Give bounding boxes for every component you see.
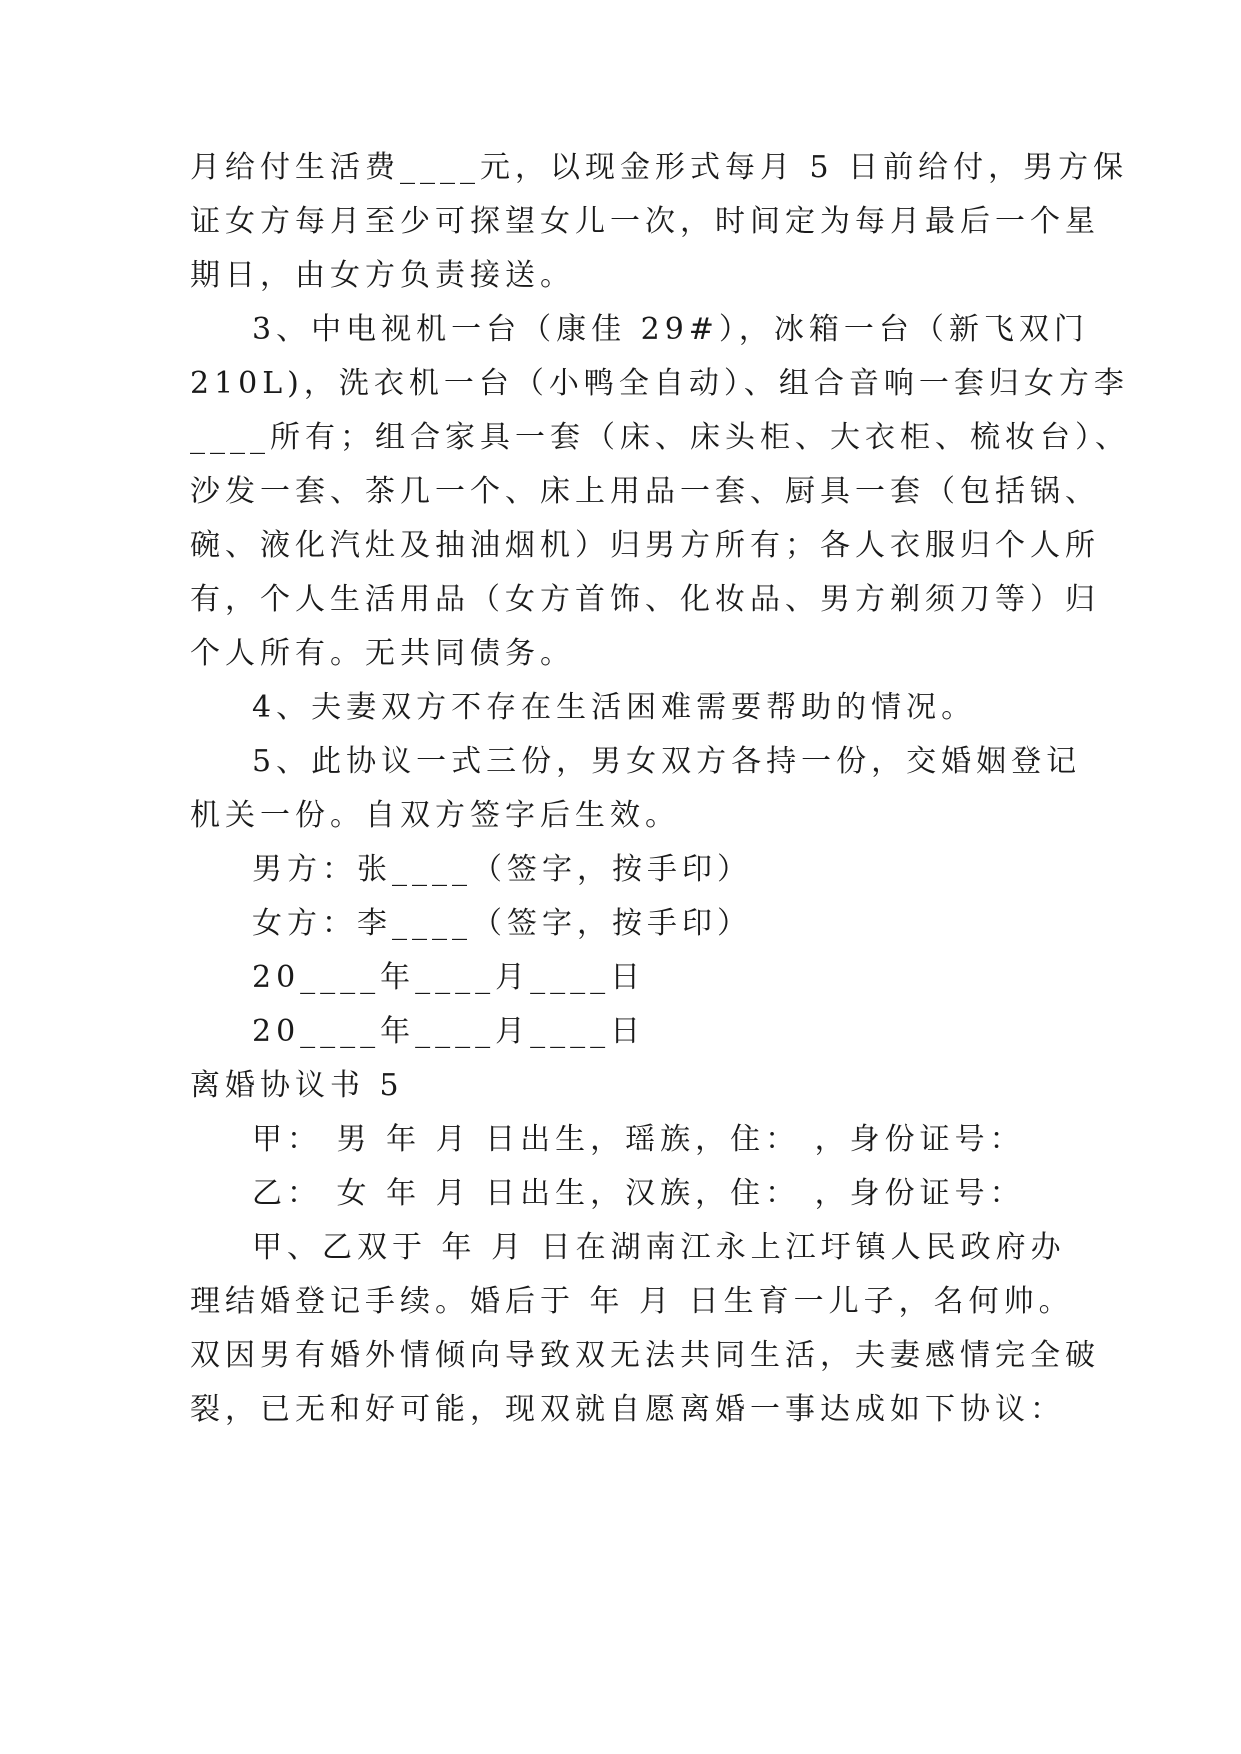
text-line: 双因男有婚外情倾向导致双无法共同生活，夫妻感情完全破: [190, 1338, 1100, 1373]
text-line: 甲、乙双于 年 月 日在湖南江永上江圩镇人民政府办: [252, 1230, 1066, 1265]
date-line: 20____年____月____日: [252, 960, 646, 995]
signature-line-female: 女方：李____（签字，按手印）: [252, 906, 752, 941]
text-line: 理结婚登记手续。婚后于 年 月 日生育一儿子，名何帅。: [190, 1284, 1074, 1319]
text-line: 有，个人生活用品（女方首饰、化妆品、男方剃须刀等）归: [190, 582, 1100, 617]
section-title: 离婚协议书 5: [190, 1068, 404, 1103]
text-line: 月给付生活费____元，以现金形式每月 5 日前给付，男方保: [190, 150, 1129, 185]
text-line: ____所有；组合家具一套（床、床头柜、大衣柜、梳妆台）、: [190, 420, 1130, 455]
text-line: 210L)，洗衣机一台（小鸭全自动）、组合音响一套归女方李: [190, 366, 1129, 401]
text-line: 证女方每月至少可探望女儿一次，时间定为每月最后一个星: [190, 204, 1100, 239]
text-line: 沙发一套、茶几一个、床上用品一套、厨具一套（包括锅、: [190, 474, 1100, 509]
text-line: 裂，已无和好可能，现双就自愿离婚一事达成如下协议：: [190, 1392, 1065, 1427]
text-line: 个人所有。无共同债务。: [190, 636, 575, 671]
date-line: 20____年____月____日: [252, 1014, 646, 1049]
text-line: 3、中电视机一台（康佳 29#），冰箱一台（新飞双门: [252, 312, 1089, 347]
text-line: 机关一份。自双方签字后生效。: [190, 798, 680, 833]
text-line: 5、此协议一式三份，男女双方各持一份，交婚姻登记: [252, 744, 1082, 779]
text-line: 甲： 男 年 月 日出生，瑶族，住： ，身份证号：: [252, 1122, 1025, 1157]
text-line: 乙： 女 年 月 日出生，汉族，住： ，身份证号：: [252, 1176, 1025, 1211]
signature-line-male: 男方：张____（签字，按手印）: [252, 852, 752, 887]
text-line: 4、夫妻双方不存在生活困难需要帮助的情况。: [252, 690, 977, 725]
text-line: 期日，由女方负责接送。: [190, 258, 575, 293]
text-line: 碗、液化汽灶及抽油烟机）归男方所有；各人衣服归个人所: [190, 528, 1100, 563]
